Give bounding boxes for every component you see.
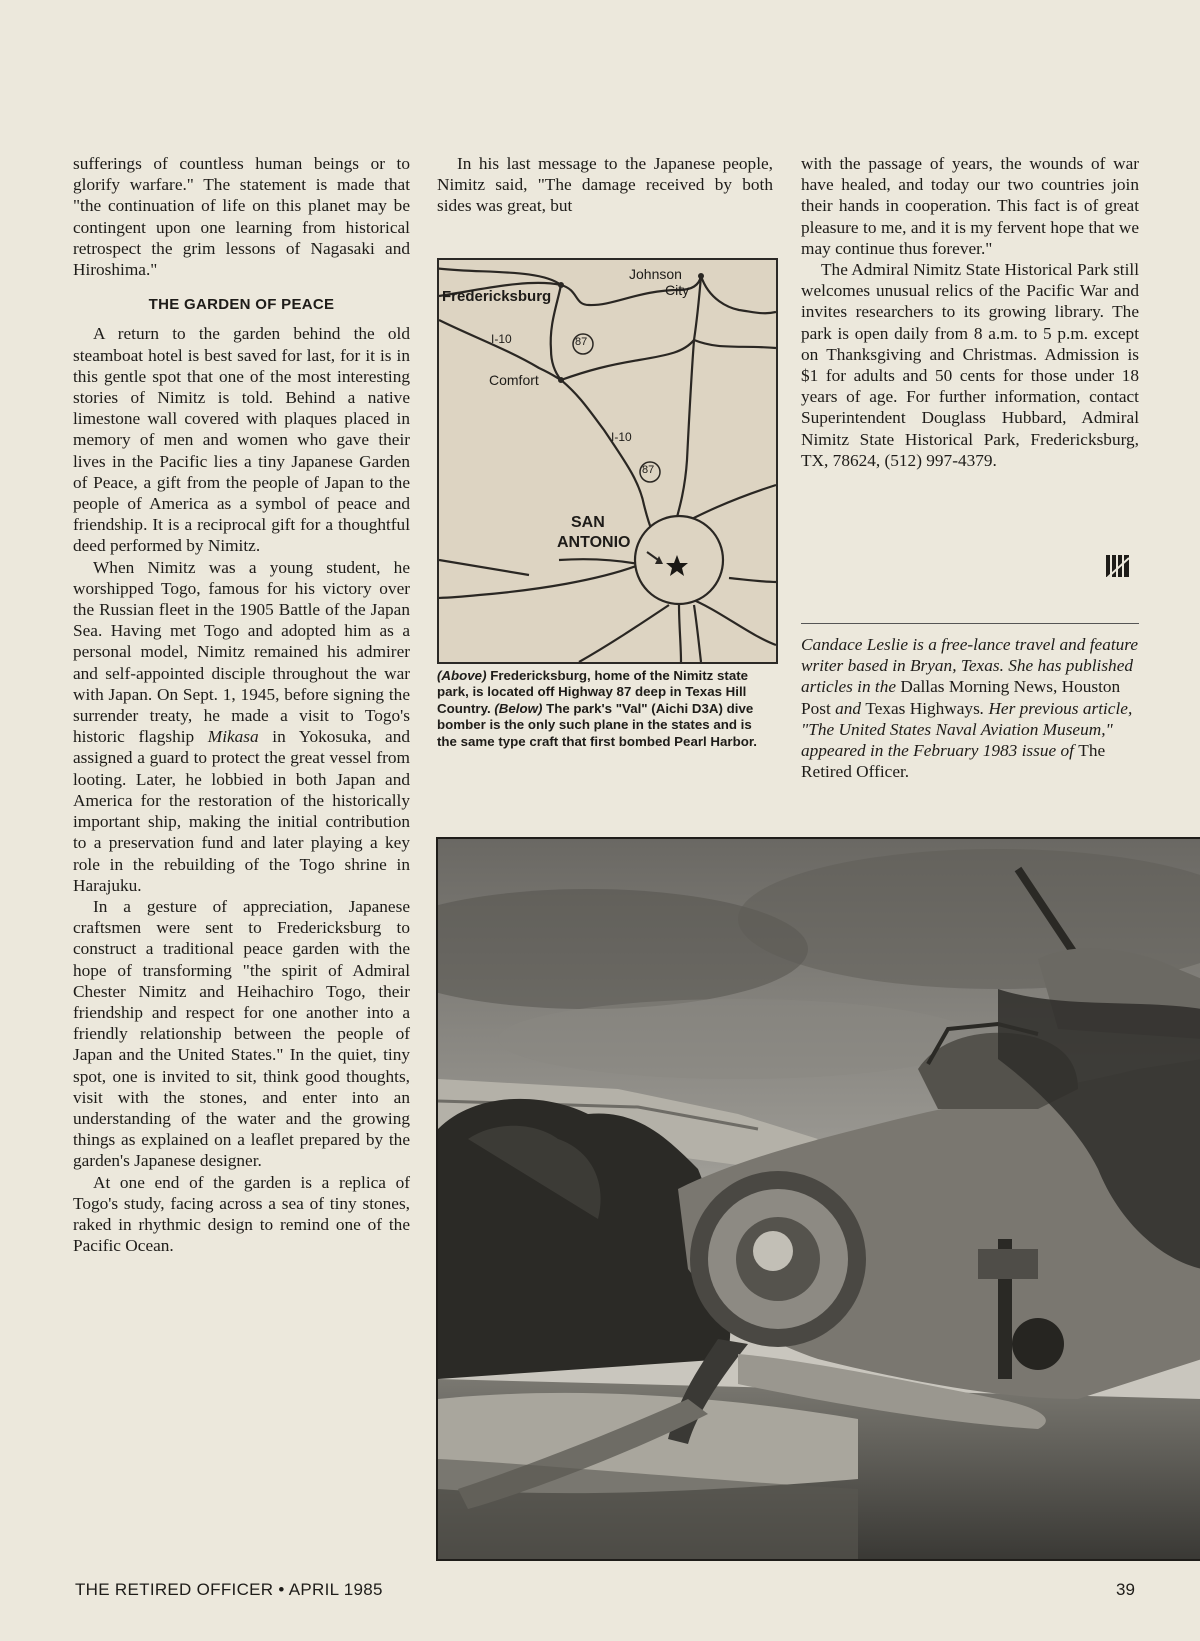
map-label-city: City: [665, 282, 690, 298]
page-number: 39: [1116, 1580, 1135, 1599]
paragraph: with the passage of years, the wounds of war have healed, and today our two countries join their hands in cooperation. This fact is of great pleasure to me, and it is my fervent hope that we may continue thus forever.": [801, 154, 1139, 258]
caption-lead: (Below): [494, 700, 543, 716]
hill-country-map: [437, 258, 778, 664]
divider: [801, 623, 1139, 624]
paragraph: In his last message to the Japanese people, Nimitz said, "The damage received by both sides was great, but: [437, 154, 773, 216]
article-column-2: [437, 153, 773, 217]
paragraph: At one end of the garden is a replica of Togo's study, facing across a sea of tiny stones, raked in rhythmic design to remind one of the Pacific Ocean.: [73, 1172, 410, 1256]
bio-text: Candace Leslie is a free-lance travel and feature writer based in Bryan, Texas. She has published articles in the: [801, 635, 1139, 697]
caption-text: Fredericksburg, home of the Nimitz state park, is located off Highway 87 deep in Texas Hill Country.: [437, 668, 749, 716]
section-heading: THE GARDEN OF PEACE: [148, 296, 335, 314]
map-label-comfort: Comfort: [489, 372, 539, 388]
map-label-johnson: Johnson: [629, 266, 682, 282]
map-label-san: SAN: [571, 514, 605, 531]
map-label-i10: I-10: [611, 430, 632, 444]
map-label-antonio: ANTONIO: [557, 534, 631, 551]
bio-text: . Her previous article, "The United States Naval Aviation Museum," appeared in the February 1983 issue of: [801, 698, 1133, 761]
figure-caption: [437, 668, 774, 750]
publication-name: Texas Highways: [865, 698, 980, 718]
publication-name: Dallas Morning News, Houston Post: [801, 677, 1121, 718]
text-run: in Yokosuka, and assigned a guard to protect the great vessel from looting. Later, he lobbied in both Japan and America for the restoration of the historically important ship, making the initial contribution to a preservation fund and later playing a key role in the rebuilding of the Togo shrine in Harajuku.: [73, 727, 410, 895]
author-bio: [801, 634, 1139, 782]
caption-lead: (Above): [437, 668, 487, 683]
publication-name: The Retired Officer.: [801, 741, 1106, 782]
map-label-hwy87: 87: [575, 336, 588, 348]
caption-text: The park's "Val" (Aichi D3A) dive bomber is the only such plane in the states and is the same type craft that first bombed Pearl Harbor.: [437, 700, 757, 749]
article-column-1: [73, 153, 410, 1256]
dive-bomber-photo: [436, 837, 1200, 1561]
magazine-end-mark-icon: [1105, 552, 1131, 580]
ship-name: Mikasa: [207, 727, 259, 747]
map-label-hwy87: 87: [642, 464, 655, 476]
map-roads: [439, 260, 776, 662]
paragraph: The Admiral Nimitz State Historical Park still welcomes unusual relics of the Pacific War and invites researchers to its growing library. The park is open daily from 8 a.m. to 5 p.m. except on Thanksgiving and Christmas. Admission is $1 for adults and 50 cents for those under 18 years of age. For further information, contact Superintendent Douglass Hubbard, Admiral Nimitz State Historical Park, Fredericksburg, TX, 78624, (512) 997-4379.: [801, 260, 1139, 470]
publication-footer: THE RETIRED OFFICER • APRIL 1985: [75, 1580, 383, 1599]
bio-text: and: [830, 698, 866, 718]
article-column-3: [801, 153, 1139, 471]
highway-shield-icon: [573, 334, 660, 482]
map-label-i10: I-10: [491, 332, 512, 346]
text-run: When Nimitz was a young student, he worshipped Togo, famous for his victory over the Russian fleet in the 1905 Battle of the Japan Sea. Having met Togo and adopted him as a personal model, Nimitz remained his admirer and self-appointed disciple throughout the war with Japan. On Sept. 1, 1945, before signing the surrender treaty, he made a visit to Togo's historic flagship: [73, 557, 410, 747]
paragraph: sufferings of countless human beings or to glorify warfare." The statement is made that "the continuation of life on this planet may be contingent upon one learning from historical retrospect the grim lessons of Nagasaki and Hiroshima.": [73, 154, 410, 280]
photo-illustration: [438, 839, 1200, 1559]
paragraph: A return to the garden behind the old steamboat hotel is best saved for last, for it is in this gentle spot that one of the most interesting stories of Nimitz is told. Behind a native limestone wall covered with plaques placed in memory of men and women who gave their lives in the Pacific lies a tiny Japanese Garden of Peace, a gift from the people of Japan to the people of America as a symbol of peace and friendship. It is a reciprocal gift for a thoughtful deed performed by Nimitz.: [73, 324, 410, 556]
map-label-fredericksburg: Fredericksburg: [442, 288, 552, 305]
paragraph: In a gesture of appreciation, Japanese craftsmen were sent to Fredericksburg to construct a traditional peace garden with the hope of transforming "the spirit of Admiral Chester Nimitz and Heihachiro Togo, their friendship and respect for one another into a friendly relationship between the people of Japan and the United States." In the quiet, tiny spot, one is invited to sit, think good thoughts, visit with the stones, and enter into an understanding of the water and the growing things as explained on a leaflet prepared by the garden's Japanese designer.: [73, 896, 410, 1171]
paragraph: [73, 557, 410, 896]
